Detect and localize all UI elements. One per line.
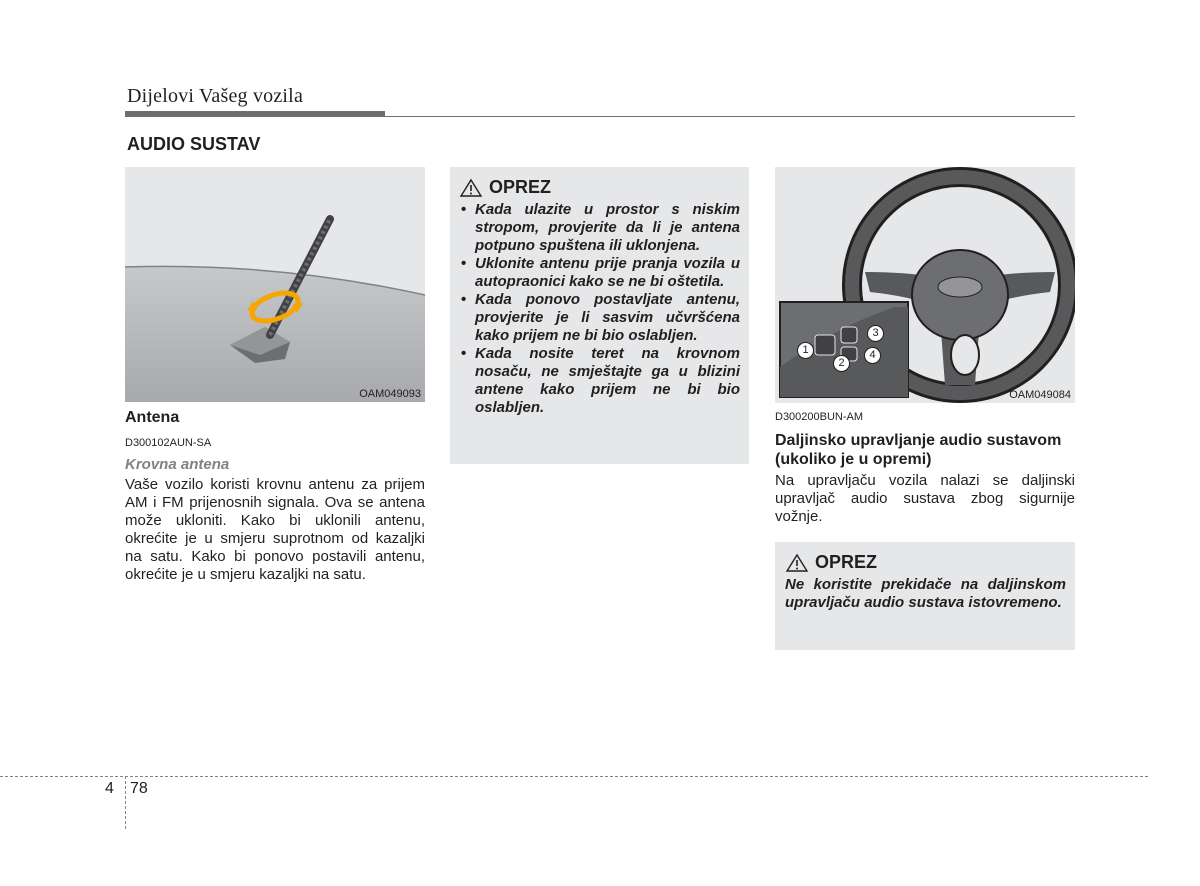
caution-header <box>785 552 1066 573</box>
caution-box-antenna <box>450 167 749 464</box>
running-header: Dijelovi Vašeg vozila <box>127 85 304 107</box>
antenna-body-text: Vaše vozilo koristi krovnu antenu za prijem AM i FM prijenosnih signala. Ova se antena može ukloniti. Kako bi uklonili antenu, okrećite je u smjeru suprotnom od kazaljki na satu. Kako bi ponovo postavili antenu, okrećite je u smjeru kazaljki na satu. <box>125 476 425 583</box>
caution-title: OPREZ <box>815 552 878 572</box>
caution-item: • Uklonite antenu prije pranja vozila u autopraonici kako se ne bi oštetila. <box>459 255 740 291</box>
antenna-code: D300102AUN-SA <box>125 437 212 449</box>
footer-rule <box>0 776 1148 777</box>
caution-box-remote <box>775 542 1075 650</box>
callout-1: 1 <box>797 342 814 359</box>
steering-wheel-illustration <box>775 167 1075 403</box>
warning-icon <box>459 178 483 198</box>
caution-text: Ne koristite prekidače na daljinskom upravljaču audio sustava istovremeno. <box>785 576 1066 611</box>
caution-item: • Kada ulazite u prostor s niskim stropom, provjerite da li je antena potpuno spuštena ili uklonjena. <box>459 201 740 255</box>
warning-icon <box>785 553 809 573</box>
header-rule-thick <box>125 111 385 117</box>
antenna-heading: Antena <box>125 409 180 426</box>
callout-3: 3 <box>867 325 884 342</box>
header-rule-thin <box>385 116 1075 117</box>
antenna-section <box>125 408 425 584</box>
callout-2: 2 <box>833 355 850 372</box>
remote-control-heading: Daljinsko upravljanje audio sustavom (ukoliko je u opremi) <box>775 432 1062 468</box>
remote-control-body: Na upravljaču vozila nalazi se daljinski upravljač audio sustava zbog sigurnije vožnje. <box>775 472 1075 525</box>
remote-control-section <box>775 408 1075 526</box>
remote-control-code: D300200BUN-AM <box>775 411 864 423</box>
caution-list <box>459 201 740 417</box>
roof-antenna-subheading: Krovna antena <box>125 456 230 473</box>
caution-item: • Kada nosite teret na krovnom nosaču, ne smještajte ga u blizini antene kako prijem ne bi bio oslabljen. <box>459 345 740 417</box>
caution-header <box>459 177 740 198</box>
callout-4: 4 <box>864 347 881 364</box>
section-title: AUDIO SUSTAV <box>127 134 261 154</box>
image-code-antenna: OAM049093 <box>359 388 421 400</box>
footer-divider <box>125 776 126 829</box>
antenna-illustration <box>125 167 425 402</box>
steering-wheel-drawing <box>775 167 1075 403</box>
image-code-steering: OAM049084 <box>1009 389 1071 401</box>
antenna-drawing <box>125 167 425 402</box>
page-number: 78 <box>130 780 148 797</box>
caution-title: OPREZ <box>489 177 552 197</box>
caution-item: • Kada ponovo postavljate antenu, provjerite je li sasvim učvršćena kako prijem ne bi bio oslabljen. <box>459 291 740 345</box>
chapter-number: 4 <box>105 780 114 797</box>
